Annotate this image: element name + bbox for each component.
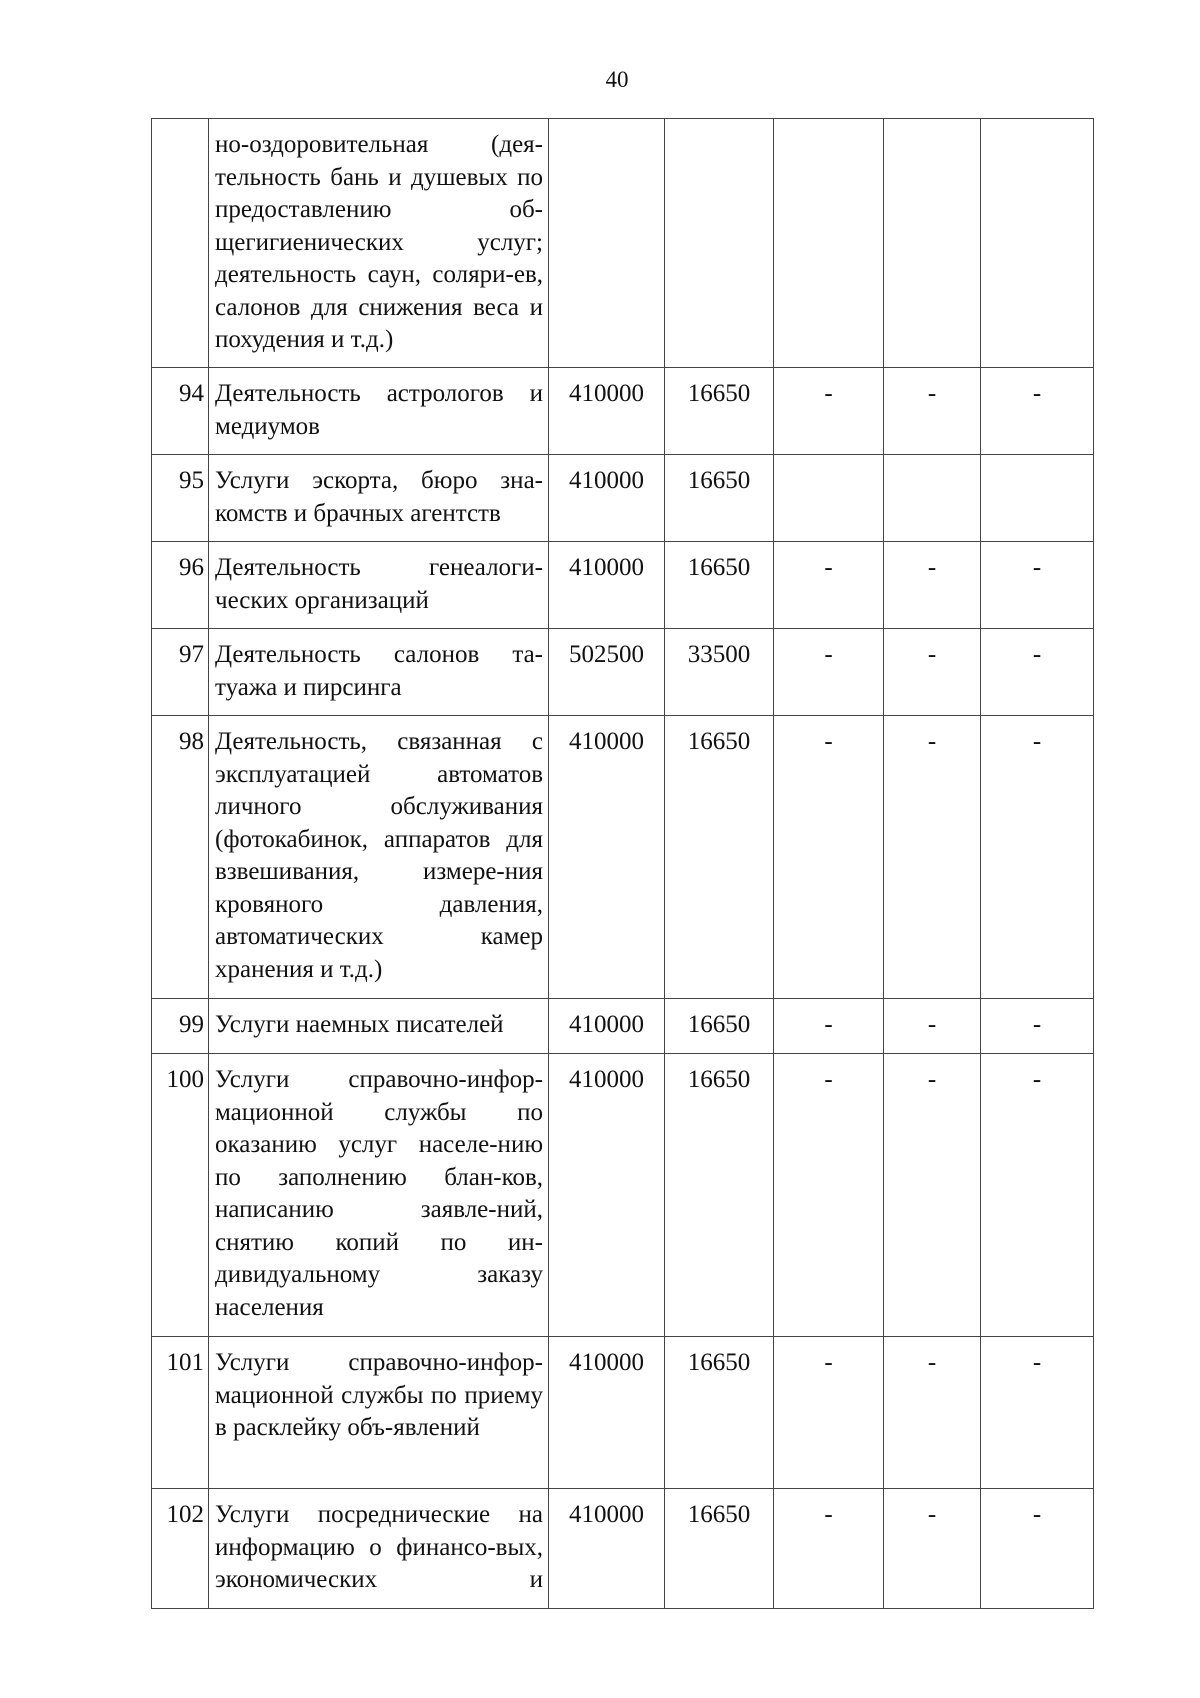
row-value-2 <box>665 119 774 368</box>
row-value-1: 410000 <box>549 455 665 542</box>
row-value-1: 410000 <box>549 1337 665 1489</box>
row-col-3: - <box>774 1489 884 1609</box>
row-description: Деятельность генеалоги-ческих организаций <box>209 542 549 629</box>
row-col-3 <box>774 119 884 368</box>
row-col-3: - <box>774 1337 884 1489</box>
table-row <box>152 629 1094 716</box>
row-number: 102 <box>152 1489 209 1609</box>
row-value-1: 410000 <box>549 1489 665 1609</box>
row-number <box>152 119 209 368</box>
row-col-3: - <box>774 999 884 1054</box>
row-value-2: 16650 <box>665 716 774 999</box>
row-value-2: 16650 <box>665 1489 774 1609</box>
table-row <box>152 119 1094 368</box>
row-col-3 <box>774 455 884 542</box>
table-row <box>152 542 1094 629</box>
row-number: 94 <box>152 368 209 455</box>
row-number: 99 <box>152 999 209 1054</box>
table-row <box>152 368 1094 455</box>
row-value-1: 410000 <box>549 999 665 1054</box>
row-col-4 <box>884 455 981 542</box>
row-col-5 <box>981 119 1094 368</box>
row-col-4: - <box>884 1489 981 1609</box>
row-col-5: - <box>981 999 1094 1054</box>
row-col-3: - <box>774 716 884 999</box>
row-col-4: - <box>884 629 981 716</box>
row-description: Деятельность, связанная с эксплуатацией автоматов личного обслуживания (фотокабинок, аппаратов для взвешивания, измере-ния кровяного давления, автоматических камер хранения и т.д.) <box>209 716 549 999</box>
row-value-2: 16650 <box>665 1337 774 1489</box>
row-description: Услуги посреднические на информацию о финансо-вых, экономических и <box>209 1489 549 1609</box>
row-description: Услуги эскорта, бюро зна-комств и брачных агентств <box>209 455 549 542</box>
row-number: 96 <box>152 542 209 629</box>
row-value-1 <box>549 119 665 368</box>
row-number: 95 <box>152 455 209 542</box>
row-description: Услуги справочно-инфор-мационной службы по оказанию услуг населе-нию по заполнению блан-ков, написанию заявле-ний, снятию копий по ин-дивидуальному заказу населения <box>209 1054 549 1337</box>
row-description: Деятельность астрологов и медиумов <box>209 368 549 455</box>
row-value-2: 33500 <box>665 629 774 716</box>
row-description: Деятельность салонов та-туажа и пирсинга <box>209 629 549 716</box>
row-description: Услуги наемных писателей <box>209 999 549 1054</box>
tariff-table <box>151 118 1094 1609</box>
table-row <box>152 999 1094 1054</box>
row-col-5: - <box>981 1489 1094 1609</box>
row-value-2: 16650 <box>665 1054 774 1337</box>
table-row <box>152 716 1094 999</box>
table-row <box>152 1489 1094 1609</box>
row-value-1: 410000 <box>549 542 665 629</box>
row-col-4: - <box>884 542 981 629</box>
row-col-5: - <box>981 629 1094 716</box>
table-row <box>152 1054 1094 1337</box>
row-col-5: - <box>981 1054 1094 1337</box>
row-col-3: - <box>774 629 884 716</box>
row-col-3: - <box>774 368 884 455</box>
row-col-5: - <box>981 716 1094 999</box>
row-number: 101 <box>152 1337 209 1489</box>
row-col-3: - <box>774 542 884 629</box>
row-description: Услуги справочно-инфор-мационной службы по приему в расклейку объ-явлений <box>209 1337 549 1489</box>
row-col-5 <box>981 455 1094 542</box>
row-col-5: - <box>981 368 1094 455</box>
row-value-2: 16650 <box>665 999 774 1054</box>
row-value-1: 410000 <box>549 1054 665 1337</box>
row-value-1: 410000 <box>549 716 665 999</box>
row-col-4: - <box>884 1054 981 1337</box>
row-col-4: - <box>884 1337 981 1489</box>
row-col-4: - <box>884 368 981 455</box>
row-value-2: 16650 <box>665 455 774 542</box>
row-col-4: - <box>884 999 981 1054</box>
row-number: 98 <box>152 716 209 999</box>
row-col-4 <box>884 119 981 368</box>
row-value-1: 410000 <box>549 368 665 455</box>
row-number: 97 <box>152 629 209 716</box>
page-number: 40 <box>605 67 629 92</box>
row-col-4: - <box>884 716 981 999</box>
row-value-2: 16650 <box>665 368 774 455</box>
row-value-1: 502500 <box>549 629 665 716</box>
row-description: но-оздоровительная (дея-тельность бань и душевых по предоставлению об-щегигиенических услуг; деятельность саун, соляри-ев, салонов для снижения веса и похудения и т.д.) <box>209 119 549 368</box>
table-row <box>152 1337 1094 1489</box>
row-col-3: - <box>774 1054 884 1337</box>
row-col-5: - <box>981 1337 1094 1489</box>
row-number: 100 <box>152 1054 209 1337</box>
row-col-5: - <box>981 542 1094 629</box>
row-value-2: 16650 <box>665 542 774 629</box>
table-row <box>152 455 1094 542</box>
